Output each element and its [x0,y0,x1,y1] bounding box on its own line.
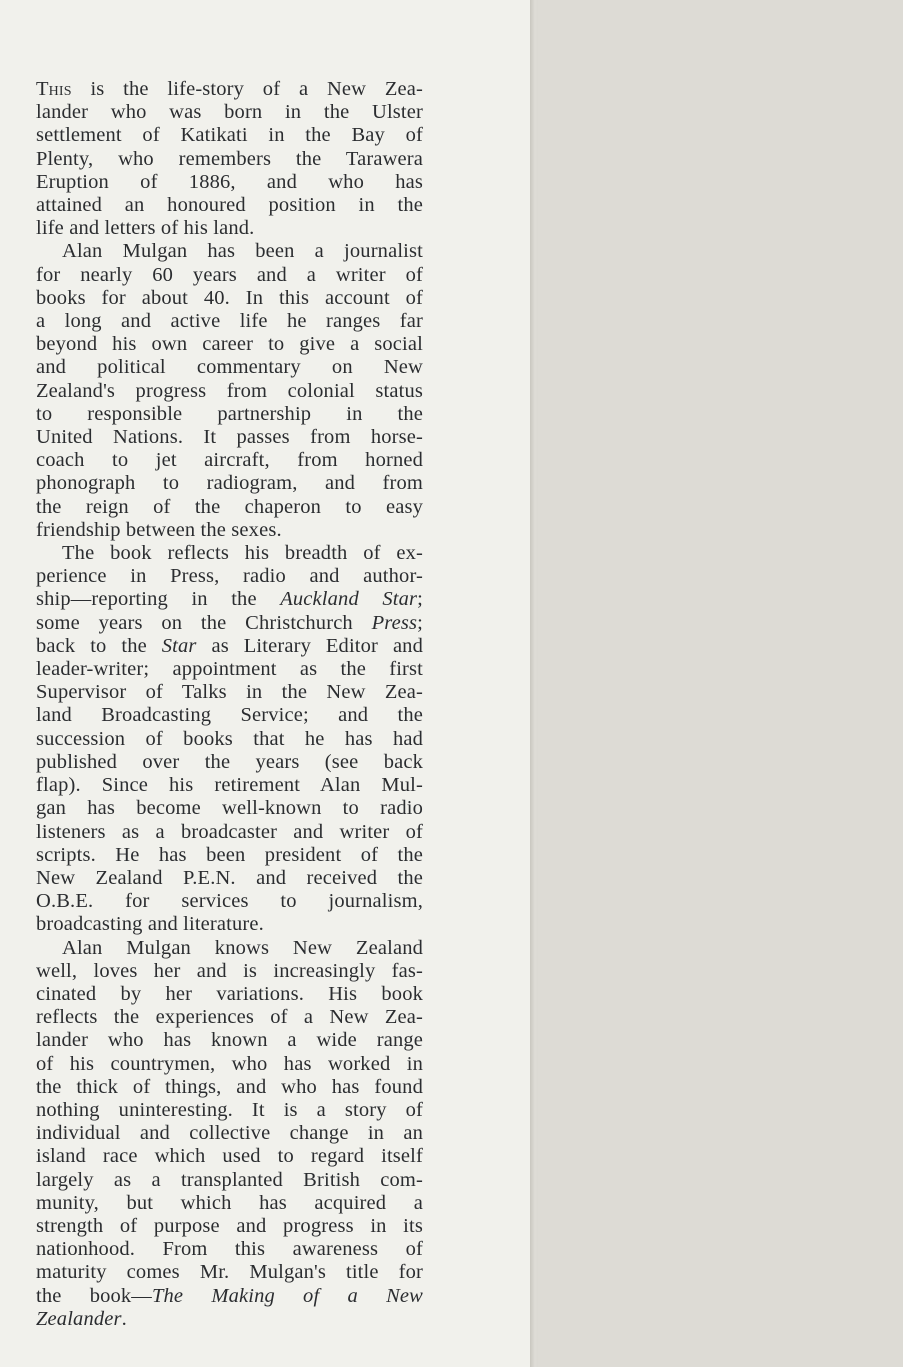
text-segment: published over the years (see back [36,750,423,773]
blurb-line [36,1261,423,1284]
blurb-line [36,240,423,263]
text-segment: some years on the Christchurch [36,611,372,634]
blurb-line [36,774,423,797]
blurb-line [36,333,423,356]
blurb-line [36,264,423,287]
text-segment: Alan Mulgan knows New Zealand [62,936,423,959]
text-segment: New Zealand P.E.N. and received the [36,866,423,889]
blurb-line [36,496,423,519]
text-segment: gan has become well-known to radio [36,797,423,820]
text-segment: attained an honoured position in the [36,194,423,217]
blurb-line [36,704,423,727]
text-segment: maturity comes Mr. Mulgan's title for [36,1261,423,1284]
text-segment: the reign of the chaperon to easy [36,495,423,518]
blurb-line [36,1122,423,1145]
blurb-line [36,728,423,751]
text-segment: scripts. He has been president of the [36,843,423,866]
text-segment: strength of purpose and progress in its [36,1214,423,1237]
text-segment: nationhood. From this awareness of [36,1238,423,1261]
blurb-line [36,542,423,565]
blurb-line [36,960,423,983]
blurb-line [36,612,423,635]
text-segment: cinated by her variations. His book [36,982,423,1005]
text-segment: island race which used to regard itself [36,1145,423,1168]
blurb-line [36,983,423,1006]
blurb-line [36,148,423,171]
text-segment: land Broadcasting Service; and the [36,704,423,727]
blurb-line [36,310,423,333]
text-segment: ; [417,588,424,611]
blurb-line [36,1076,423,1099]
italic-title: Auckland Star [280,588,418,611]
blurb-line [36,1285,423,1308]
text-segment: . [121,1307,127,1330]
text-segment: a long and active life he ranges far [36,310,423,333]
blurb-paragraph [36,78,423,240]
book-board-background [538,0,903,1367]
blurb-line [36,519,423,542]
text-segment: of his countrymen, who has worked in [36,1052,423,1075]
italic-title: The Making of a New [151,1284,423,1307]
text-segment: for nearly 60 years and a writer of [36,263,423,286]
blurb-line [36,1029,423,1052]
blurb-line [36,658,423,681]
text-segment: phonograph to radiogram, and from [36,472,423,495]
text-segment: to responsible partnership in the [36,402,423,425]
blurb-paragraph [36,542,423,936]
italic-title: Press [371,611,418,634]
blurb-line [36,588,423,611]
text-segment: books for about 40. In this account of [36,286,423,309]
text-segment: perience in Press, radio and author- [36,565,423,588]
blurb-paragraph [36,937,423,1331]
blurb-line [36,797,423,820]
text-segment: munity, but which has acquired a [36,1191,423,1214]
text-segment: is the life-story of a New Zea- [71,78,423,100]
blurb-line [36,403,423,426]
blurb-line [36,937,423,960]
blurb-line [36,565,423,588]
text-segment: broadcasting and literature. [36,913,264,936]
text-segment: reflects the experiences of a New Zea- [36,1006,423,1029]
text-segment: Zealand's progress from colonial status [36,379,423,402]
blurb-line [36,287,423,310]
blurb-line [36,1099,423,1122]
blurb-line [36,449,423,472]
text-segment: life and letters of his land. [36,217,255,240]
text-segment: Supervisor of Talks in the New Zea- [36,681,423,704]
blurb-paragraph [36,240,423,542]
blurb-line [36,681,423,704]
text-segment: beyond his own career to give a social [36,333,423,356]
text-segment: The book reflects his breadth of ex- [62,542,423,565]
blurb-line [36,472,423,495]
italic-title: Star [161,634,197,657]
blurb-line [36,356,423,379]
blurb-line [36,844,423,867]
text-segment: Eruption of 1886, and who has [36,170,423,193]
blurb-line [36,1053,423,1076]
text-segment: succession of books that he has had [36,727,423,750]
text-segment: ; [417,611,423,634]
flap-blurb-text [36,78,423,1331]
italic-title: Zealander [36,1307,122,1330]
text-segment: leader-writer; appointment as the first [36,658,423,681]
blurb-line [36,890,423,913]
blurb-line [36,635,423,658]
blurb-line [36,1192,423,1215]
text-segment: the thick of things, and who has found [36,1075,423,1098]
blurb-line [36,78,423,101]
text-segment: largely as a transplanted British com- [36,1168,423,1191]
opening-small-caps: This [36,78,72,100]
text-segment: well, loves her and is increasingly fas- [36,959,423,982]
blurb-line [36,1308,423,1331]
flap-fold-edge [530,0,538,1367]
blurb-line [36,821,423,844]
blurb-line [36,913,423,936]
blurb-line [36,124,423,147]
blurb-line [36,1006,423,1029]
text-segment: Plenty, who remembers the Tarawera [36,147,423,170]
text-segment: the book— [36,1284,152,1307]
text-segment: back to the [36,634,162,657]
text-segment: listeners as a broadcaster and writer of [36,820,423,843]
text-segment: as Literary Editor and [196,634,423,657]
blurb-line [36,1215,423,1238]
text-segment: ship—reporting in the [36,588,281,611]
text-segment: flap). Since his retirement Alan Mul- [36,774,423,797]
blurb-line [36,194,423,217]
text-segment: settlement of Katikati in the Bay of [36,124,423,147]
text-segment: individual and collective change in an [36,1122,423,1145]
blurb-line [36,217,423,240]
text-segment: friendship between the sexes. [36,518,282,541]
blurb-line [36,1169,423,1192]
blurb-line [36,1145,423,1168]
blurb-line [36,101,423,124]
blurb-line [36,1238,423,1261]
blurb-line [36,867,423,890]
text-segment: lander who has known a wide range [36,1029,423,1052]
blurb-line [36,380,423,403]
text-segment: O.B.E. for services to journalism, [36,890,423,913]
blurb-line [36,751,423,774]
text-segment: coach to jet aircraft, from horned [36,449,423,472]
text-segment: nothing uninteresting. It is a story of [36,1098,423,1121]
text-segment: United Nations. It passes from horse- [36,426,423,449]
blurb-line [36,426,423,449]
text-segment: Alan Mulgan has been a journalist [62,240,423,263]
text-segment: lander who was born in the Ulster [36,101,423,124]
blurb-line [36,171,423,194]
text-segment: and political commentary on New [36,356,423,379]
